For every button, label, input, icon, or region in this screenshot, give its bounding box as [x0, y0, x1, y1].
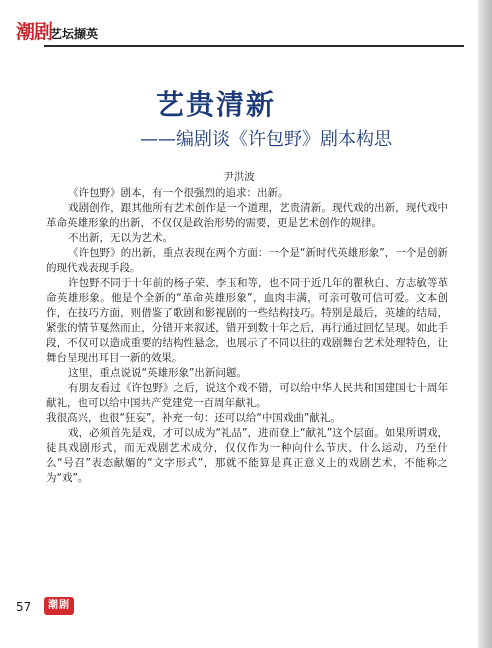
page-number: 57	[16, 600, 32, 614]
paragraph: 《许包野》的出新，重点表现在两个方面：一个是“新时代英雄形象”，一个是创新的现代戏表现手段。	[46, 247, 448, 274]
paragraph: 这里，重点说说“英雄形象”出新问题。	[68, 367, 247, 379]
paragraph: 戏剧创作，跟其他所有艺术创作是一个道理，艺贵清新。现代戏的出新，现代戏中革命英雄形象的出新，不仅仅是政治形势的需要，更是艺术创作的规律。	[46, 202, 448, 229]
article-title: 艺贵清新	[155, 88, 276, 121]
paragraph: 有朋友看过《许包野》之后，说这个戏不错，可以给中华人民共和国建国七十周年献礼，也可以给中国共产党建党一百周年献礼。	[46, 382, 448, 409]
paragraph: 《许包野》剧本，有一个很强烈的追求：出新。	[68, 187, 289, 199]
paragraph: 我很高兴，也很“狂妄”，补充一句：还可以给“中国戏曲”献礼。	[46, 412, 341, 424]
header-divider	[44, 45, 464, 47]
magazine-logo: 潮剧	[16, 21, 53, 43]
footer-logo: 潮剧	[44, 597, 74, 615]
paragraph: 不出新，无以为艺术。	[68, 232, 174, 244]
paragraph: 戏，必须首先是戏，才可以成为“礼品”，进而登上“献礼”这个层面。如果所谓戏，徒具戏剧形式，而无戏剧艺术成分，仅仅作为一种向什么节庆、什么运动，乃至什么“号召”表态献媚的“文字形式”，那就不能算是真正意义上的戏剧艺术，不能称之为“戏”。	[46, 427, 448, 484]
article-author: 尹洪波	[223, 171, 255, 183]
paragraph: 许包野不同于十年前的杨子荣、李玉和等，也不同于近几年的瞿秋白、方志敏等革命英雄形象。他是个全新的“革命英雄形象”，血肉丰满，可亲可敬可信可爱。文本创作，在技巧方面，则借鉴了歌剧和影视剧的一些结构技巧。特别是最后，英雄的结局，紧张的情节戛然而止，分错开来叙述，错开到数十年之后，再行通过回忆呈现。如此手段，不仅可以造成重要的结构性悬念，也展示了不同以往的戏剧舞台艺术处理特色，让舞台呈现出耳目一新的效果。	[46, 277, 448, 364]
article-body	[46, 186, 448, 486]
section-title: 艺坛撷英	[50, 27, 99, 41]
article-subtitle: ——编剧谈《许包野》剧本构思	[140, 129, 392, 150]
